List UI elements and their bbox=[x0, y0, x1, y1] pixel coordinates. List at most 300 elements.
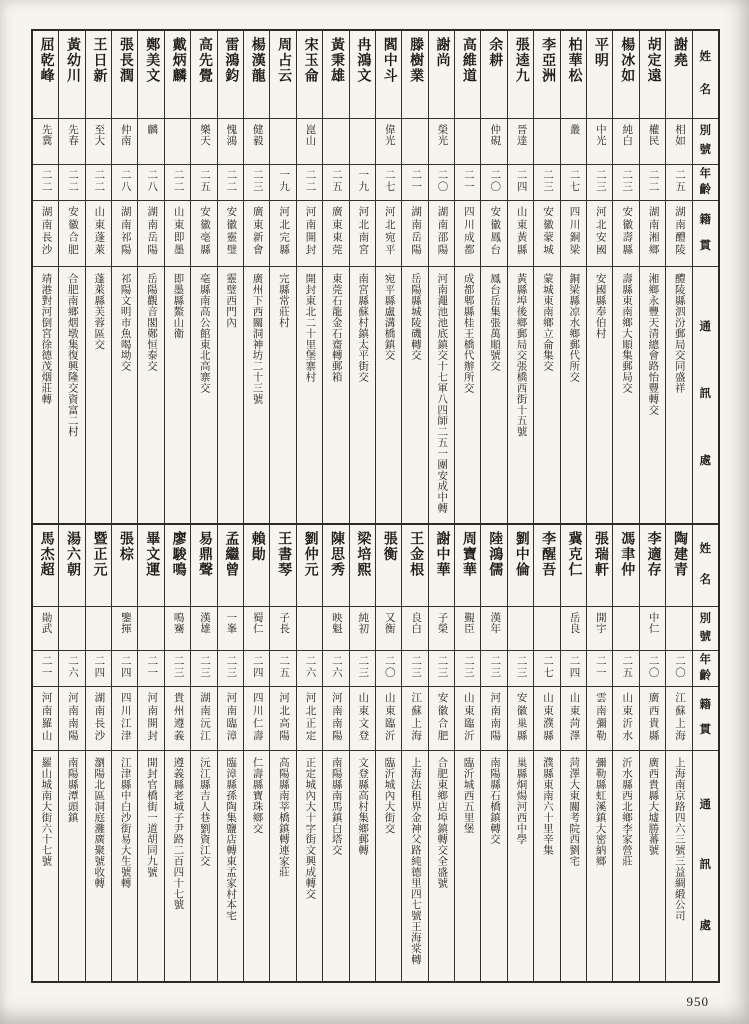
entry-name-cell bbox=[429, 525, 454, 607]
entry-address-cell bbox=[587, 267, 612, 523]
row-header-age-char: 齡 bbox=[699, 669, 712, 682]
entry-column bbox=[507, 525, 533, 981]
entry-address-cell bbox=[481, 751, 506, 981]
entry-name: 賴勛 bbox=[249, 531, 265, 563]
entry-origin: 湖南邵陽 bbox=[436, 206, 448, 257]
entry-name: 馬杰超 bbox=[38, 531, 54, 579]
entry-alias: 又衡 bbox=[383, 612, 395, 634]
entry-address: 蓬萊縣芙蓉區交 bbox=[93, 273, 105, 350]
entry-age-cell bbox=[270, 165, 295, 201]
entry-name-cell bbox=[323, 525, 348, 607]
entry-origin: 貴州遵義 bbox=[172, 692, 184, 743]
entry-name-cell bbox=[138, 31, 163, 119]
entry-origin-cell bbox=[59, 687, 84, 751]
entry-origin-cell bbox=[59, 201, 84, 267]
entry-age: 二八 bbox=[119, 169, 131, 193]
entry-address: 菏澤大東關考院西劉宅 bbox=[568, 757, 580, 867]
entry-address: 靈璧西門內 bbox=[225, 273, 237, 328]
entry-origin-cell bbox=[666, 201, 691, 267]
entry-address-cell bbox=[640, 751, 665, 981]
entry-age: 二〇 bbox=[674, 655, 685, 679]
entry-alias: 叢 bbox=[568, 124, 580, 135]
entry-age: 二〇 bbox=[436, 169, 448, 193]
entry-name-cell bbox=[297, 31, 322, 119]
entry-name: 王書琴 bbox=[276, 531, 292, 579]
entry-column bbox=[454, 31, 480, 523]
entry-age-cell bbox=[429, 165, 454, 201]
entry-origin-cell bbox=[534, 687, 559, 751]
entry-address-cell bbox=[534, 267, 559, 523]
entry-address-cell bbox=[33, 267, 58, 523]
row-header-origin-char: 貫 bbox=[699, 239, 712, 252]
entry-age: 一九 bbox=[278, 169, 290, 193]
entry-name: 畢文運 bbox=[144, 531, 160, 579]
entry-age-cell bbox=[112, 165, 137, 201]
row-header-address-cell bbox=[693, 751, 718, 981]
entry-alias: 權民 bbox=[647, 124, 659, 146]
entry-origin: 山東即墨 bbox=[172, 206, 184, 257]
entry-address-cell bbox=[270, 751, 295, 981]
entry-alias-cell bbox=[350, 119, 375, 165]
entry-alias-cell bbox=[376, 607, 401, 651]
entry-age-cell bbox=[297, 651, 322, 687]
entry-age-cell bbox=[297, 165, 322, 201]
entry-column bbox=[164, 525, 190, 981]
entry-age: 二五 bbox=[330, 169, 342, 193]
entry-age: 二三 bbox=[515, 655, 527, 679]
entry-alias-cell bbox=[666, 607, 691, 651]
entry-address-cell bbox=[297, 751, 322, 981]
entry-address: 完縣常莊村 bbox=[277, 273, 289, 328]
entry-name: 高先覺 bbox=[197, 37, 212, 85]
entry-name-cell bbox=[165, 525, 190, 607]
entry-address-cell bbox=[138, 751, 163, 981]
entry-address: 鳳台岳集張萬順號交 bbox=[489, 273, 501, 372]
entry-age-cell bbox=[86, 165, 111, 201]
entry-origin: 四川仁壽 bbox=[251, 692, 263, 743]
entry-alias-cell bbox=[613, 607, 638, 651]
entry-age: 二七 bbox=[383, 169, 395, 193]
entry-age-cell bbox=[59, 651, 84, 687]
entry-origin: 雲南彌勒 bbox=[594, 692, 606, 743]
entry-alias: 鑒揮 bbox=[119, 612, 131, 634]
entry-column bbox=[612, 525, 638, 981]
entry-address: 羅山城南大街六十七號 bbox=[40, 757, 52, 867]
entry-origin-cell bbox=[191, 201, 216, 267]
entry-column bbox=[217, 31, 243, 523]
entry-address-cell bbox=[402, 751, 427, 981]
entry-address-cell bbox=[640, 267, 665, 523]
entry-address: 沂水縣西北鄉李家營莊 bbox=[621, 757, 632, 867]
entry-address-cell bbox=[244, 267, 269, 523]
entry-address-cell bbox=[481, 267, 506, 523]
entry-column bbox=[269, 525, 295, 981]
entry-origin-cell bbox=[534, 201, 559, 267]
entry-name: 黃幼川 bbox=[65, 37, 81, 85]
entry-address-cell bbox=[613, 267, 638, 523]
entry-alias-cell bbox=[376, 119, 401, 165]
entry-alias-cell bbox=[561, 607, 586, 651]
entry-alias-cell bbox=[112, 607, 137, 651]
entry-column bbox=[349, 525, 375, 981]
entry-address-cell bbox=[112, 267, 137, 523]
entry-origin: 安徽鳳台 bbox=[489, 206, 501, 257]
entry-name: 楊冰如 bbox=[619, 37, 635, 85]
entry-column bbox=[296, 525, 322, 981]
entry-column bbox=[58, 525, 84, 981]
entry-age-cell bbox=[508, 165, 533, 201]
entry-age-cell bbox=[376, 165, 401, 201]
entry-alias: 先冀 bbox=[40, 124, 52, 146]
entry-origin: 山東沂水 bbox=[621, 692, 633, 743]
entry-age-cell bbox=[138, 651, 163, 687]
row-header-age-char: 齡 bbox=[699, 183, 712, 196]
entry-column bbox=[137, 525, 163, 981]
entry-address: 高陽縣南莘橋鎮轉連家莊 bbox=[277, 757, 289, 878]
entry-column bbox=[85, 525, 111, 981]
entry-address: 臨沂城內大街交 bbox=[383, 757, 395, 834]
row-header-age-cell bbox=[693, 651, 718, 687]
row-header-origin-char: 籍 bbox=[699, 699, 712, 712]
entry-origin-cell bbox=[191, 687, 216, 751]
entry-address-cell bbox=[587, 751, 612, 981]
entry-name-cell bbox=[402, 31, 427, 119]
entry-name-cell bbox=[455, 525, 480, 607]
entry-address: 臨沂城西五里堡 bbox=[462, 757, 474, 834]
entry-name: 馮聿仲 bbox=[619, 531, 635, 579]
entry-address-cell bbox=[165, 751, 190, 981]
row-header-alias-char: 別 bbox=[699, 125, 712, 138]
entry-column bbox=[560, 525, 586, 981]
entry-age-cell bbox=[402, 165, 427, 201]
row-header-name-char: 名 bbox=[699, 574, 712, 587]
entry-origin: 河北安國 bbox=[594, 206, 606, 257]
entry-alias-cell bbox=[561, 119, 586, 165]
entry-age: 二一 bbox=[594, 655, 606, 679]
entry-address-cell bbox=[112, 751, 137, 981]
entry-column bbox=[137, 31, 163, 523]
entry-age-cell bbox=[561, 165, 586, 201]
entry-age-cell bbox=[244, 651, 269, 687]
entry-name: 謝中華 bbox=[434, 531, 450, 579]
entry-alias-cell bbox=[508, 119, 533, 165]
entry-age: 二三 bbox=[357, 655, 369, 679]
entry-age-cell bbox=[455, 165, 480, 201]
entry-address: 湘鄉永豐天清總會路怡豐轉交 bbox=[647, 273, 659, 415]
entry-name: 胡定遠 bbox=[645, 37, 661, 85]
entry-origin: 湖南沅江 bbox=[198, 692, 210, 743]
entry-alias-cell bbox=[33, 607, 58, 651]
entry-name: 柏華松 bbox=[566, 37, 582, 85]
entry-name: 王日新 bbox=[91, 37, 107, 85]
entry-alias-cell bbox=[86, 607, 111, 651]
entry-alias-cell bbox=[666, 119, 691, 165]
entry-address-cell bbox=[191, 751, 216, 981]
entry-address: 巢縣烔煬河西中學 bbox=[515, 757, 527, 845]
entry-alias-cell bbox=[244, 119, 269, 165]
entry-address-cell bbox=[244, 751, 269, 981]
entry-address-cell bbox=[86, 751, 111, 981]
entry-name: 孟繼曾 bbox=[223, 531, 239, 579]
entry-address: 江津縣中白沙街易大生號轉 bbox=[119, 757, 131, 889]
entry-age-cell bbox=[165, 165, 190, 201]
entry-age: 二〇 bbox=[647, 655, 659, 679]
entry-address: 臨漳縣孫陶集鹽店轉東孟家村本宅 bbox=[225, 757, 237, 921]
entry-alias-cell bbox=[297, 119, 322, 165]
entry-column bbox=[639, 525, 665, 981]
entry-age: 二二 bbox=[172, 169, 184, 193]
entry-column bbox=[560, 31, 586, 523]
entry-origin: 山東臨沂 bbox=[462, 692, 474, 743]
entry-alias-cell bbox=[481, 119, 506, 165]
entry-alias: 仲硯 bbox=[489, 124, 501, 146]
entry-name-cell bbox=[218, 31, 243, 119]
entry-origin: 廣東東莞 bbox=[330, 206, 342, 257]
entry-alias: 蜀仁 bbox=[251, 612, 263, 634]
entry-origin: 河南南陽 bbox=[489, 692, 501, 743]
entry-address-cell bbox=[561, 751, 586, 981]
entry-name: 陶建青 bbox=[672, 531, 688, 579]
entry-address-cell bbox=[455, 267, 480, 523]
entry-address: 開封東北二十里堡寨村 bbox=[304, 273, 316, 383]
entry-name: 湯六朝 bbox=[65, 531, 81, 579]
entry-age-cell bbox=[613, 651, 638, 687]
entry-alias: 純初 bbox=[357, 612, 369, 634]
entry-origin: 湖南岳陽 bbox=[410, 206, 422, 257]
entry-column bbox=[58, 31, 84, 523]
entry-address: 黃縣埠後鄉郵局交張橋西街十五號 bbox=[515, 273, 527, 437]
entry-origin: 山東濮縣 bbox=[542, 692, 554, 743]
entry-alias: 麟 bbox=[146, 124, 158, 135]
entry-name-cell bbox=[481, 31, 506, 119]
entry-origin-cell bbox=[640, 201, 665, 267]
entry-origin: 安徽巢縣 bbox=[515, 692, 527, 743]
entry-origin-cell bbox=[33, 201, 58, 267]
entry-origin-cell bbox=[165, 201, 190, 267]
entry-origin-cell bbox=[218, 201, 243, 267]
entry-age: 二五 bbox=[674, 169, 685, 193]
entry-age: 二四 bbox=[568, 655, 580, 679]
entry-age: 二三 bbox=[251, 169, 263, 193]
entry-alias-cell bbox=[455, 607, 480, 651]
entry-address-cell bbox=[402, 267, 427, 523]
entry-origin-cell bbox=[297, 687, 322, 751]
entry-name-cell bbox=[587, 31, 612, 119]
entry-address: 彌勒縣虹溪鎮大密納鄉 bbox=[594, 757, 606, 867]
entry-name: 楊漢龍 bbox=[249, 37, 265, 85]
entry-name-cell bbox=[323, 31, 348, 119]
entry-origin-cell bbox=[613, 687, 638, 751]
entry-age: 二二 bbox=[40, 169, 52, 193]
entry-origin: 山東臨沂 bbox=[383, 692, 395, 743]
entry-name: 李醒吾 bbox=[540, 531, 556, 579]
entry-address: 仁壽縣寶珠鄉交 bbox=[251, 757, 263, 834]
row-header-address-char: 通 bbox=[699, 321, 712, 334]
entry-name: 雷鴻鈞 bbox=[223, 37, 239, 85]
entry-column bbox=[296, 31, 322, 523]
entry-name: 張長潤 bbox=[117, 37, 133, 85]
entry-column bbox=[428, 525, 454, 981]
entry-name: 劉仲元 bbox=[302, 531, 318, 579]
entry-age-cell bbox=[666, 165, 691, 201]
entry-age: 二〇 bbox=[383, 655, 395, 679]
entry-age-cell bbox=[59, 165, 84, 201]
entry-address: 宛平縣盧溝橋鎮交 bbox=[383, 273, 395, 361]
entry-origin-cell bbox=[508, 201, 533, 267]
entry-origin-cell bbox=[165, 687, 190, 751]
entry-origin: 湖南岳陽 bbox=[146, 206, 158, 257]
entry-address-cell bbox=[323, 751, 348, 981]
entry-name: 黃秉雄 bbox=[328, 37, 344, 85]
entry-name-cell bbox=[455, 31, 480, 119]
entry-origin: 河北完縣 bbox=[278, 206, 290, 257]
entry-age-cell bbox=[33, 651, 58, 687]
entry-age: 二〇 bbox=[489, 169, 501, 193]
entry-name-cell bbox=[138, 525, 163, 607]
entry-address: 壽縣東南鄉大順集郵局交 bbox=[621, 273, 632, 394]
entry-name: 王金根 bbox=[408, 531, 424, 579]
entry-age: 二六 bbox=[67, 655, 79, 679]
entry-age: 二三 bbox=[462, 655, 474, 679]
entry-origin-cell bbox=[481, 687, 506, 751]
entry-name: 劉中倫 bbox=[513, 531, 529, 579]
entry-address-cell bbox=[323, 267, 348, 523]
entry-name: 屈乾峰 bbox=[38, 37, 54, 85]
entry-address-cell bbox=[59, 267, 84, 523]
row-header-name-cell bbox=[693, 31, 718, 119]
entry-alias-cell bbox=[508, 607, 533, 651]
entry-origin: 河南南陽 bbox=[330, 692, 342, 743]
entry-origin: 山東菏澤 bbox=[568, 692, 580, 743]
row-header-alias-cell bbox=[693, 607, 718, 651]
entry-name: 冉鴻文 bbox=[355, 37, 371, 85]
entry-name-cell bbox=[508, 31, 533, 119]
entry-name-cell bbox=[112, 31, 137, 119]
entry-name-cell bbox=[350, 31, 375, 119]
entry-age: 二三 bbox=[621, 169, 633, 193]
entry-address-cell bbox=[350, 267, 375, 523]
entry-address-cell bbox=[191, 267, 216, 523]
entry-name-cell bbox=[244, 525, 269, 607]
entry-address: 上海法租界金神父路純德里四七號王海棠轉 bbox=[409, 757, 421, 965]
entry-origin: 河北高陽 bbox=[278, 692, 290, 743]
entry-column bbox=[375, 31, 401, 523]
entry-age-cell bbox=[244, 165, 269, 201]
entry-age: 二五 bbox=[198, 169, 210, 193]
entry-alias-cell bbox=[270, 607, 295, 651]
entry-origin-cell bbox=[350, 201, 375, 267]
entry-origin: 山東蓬萊 bbox=[93, 206, 105, 257]
row-header-origin-cell bbox=[693, 687, 718, 751]
entry-origin-cell bbox=[508, 687, 533, 751]
entry-name-cell bbox=[481, 525, 506, 607]
entry-alias-cell bbox=[534, 119, 559, 165]
entry-alias-cell bbox=[59, 607, 84, 651]
entry-name-cell bbox=[376, 31, 401, 119]
entry-name: 易鼎聲 bbox=[197, 531, 212, 579]
entry-name: 陸鴻儒 bbox=[487, 531, 503, 579]
entry-alias-cell bbox=[640, 607, 665, 651]
entry-address: 靖港對河倒宮徐德茂烟莊轉 bbox=[40, 273, 52, 405]
entry-origin-cell bbox=[561, 201, 586, 267]
entry-name-cell bbox=[534, 525, 559, 607]
entry-origin: 湖南湘鄉 bbox=[647, 206, 659, 257]
entry-origin-cell bbox=[138, 687, 163, 751]
entry-name: 廖駿鳴 bbox=[170, 531, 186, 579]
directory-band-top bbox=[33, 31, 718, 525]
entry-alias-cell bbox=[402, 119, 427, 165]
entry-age-cell bbox=[481, 165, 506, 201]
entry-column bbox=[190, 525, 216, 981]
entry-column bbox=[111, 31, 137, 523]
entry-origin-cell bbox=[350, 687, 375, 751]
entry-address-cell bbox=[455, 751, 480, 981]
entry-address-cell bbox=[59, 751, 84, 981]
entry-origin-cell bbox=[402, 201, 427, 267]
row-header-alias-char: 號 bbox=[699, 144, 712, 157]
entry-column bbox=[85, 31, 111, 523]
row-header-name-char: 名 bbox=[699, 84, 712, 97]
entry-origin: 江蘇上海 bbox=[410, 692, 422, 743]
entry-alias: 仲南 bbox=[119, 124, 131, 146]
entry-alias: 一峯 bbox=[225, 612, 237, 634]
entry-origin: 江蘇上海 bbox=[674, 692, 685, 743]
entry-address-cell bbox=[508, 267, 533, 523]
entry-origin: 河北宛平 bbox=[383, 206, 395, 257]
entry-age: 二六 bbox=[330, 655, 342, 679]
entry-origin-cell bbox=[429, 201, 454, 267]
entry-age-cell bbox=[587, 651, 612, 687]
entry-name-cell bbox=[508, 525, 533, 607]
entry-origin-cell bbox=[244, 687, 269, 751]
row-header-column bbox=[692, 31, 718, 523]
entry-column bbox=[243, 525, 269, 981]
entry-origin: 湖南祁陽 bbox=[119, 206, 131, 257]
entry-origin: 安徽合肥 bbox=[67, 206, 79, 257]
row-header-origin-char: 貫 bbox=[699, 724, 712, 737]
entry-origin-cell bbox=[138, 201, 163, 267]
entry-address: 亳縣南高公館東北高寨交 bbox=[198, 273, 210, 394]
entry-age: 二五 bbox=[621, 655, 633, 679]
entry-age-cell bbox=[481, 651, 506, 687]
entry-alias-cell bbox=[323, 119, 348, 165]
entry-name-cell bbox=[376, 525, 401, 607]
entry-name: 陳思秀 bbox=[328, 531, 344, 579]
entry-name: 平明 bbox=[592, 37, 608, 69]
page-number: 950 bbox=[686, 994, 709, 1009]
entry-address: 河南澠池池底鎮交十七軍八四師二五一團安成中轉 bbox=[436, 273, 448, 514]
entry-age: 二三 bbox=[198, 655, 210, 679]
entry-name: 周占云 bbox=[276, 37, 292, 85]
entry-name: 宋玉侖 bbox=[302, 37, 318, 85]
entry-origin-cell bbox=[323, 201, 348, 267]
entry-column bbox=[665, 31, 691, 523]
entry-name: 梁培熙 bbox=[355, 531, 371, 579]
entry-address: 南陽縣潭頭鎮 bbox=[66, 757, 78, 823]
entry-origin: 湖南醴陵 bbox=[674, 206, 685, 257]
entry-column bbox=[349, 31, 375, 523]
row-header-name-char: 姓 bbox=[699, 51, 712, 64]
entry-alias: 偉光 bbox=[383, 124, 395, 146]
entry-origin: 安徽蒙城 bbox=[542, 206, 554, 257]
row-header-origin-cell bbox=[693, 201, 718, 267]
entry-column bbox=[217, 525, 243, 981]
entry-age-cell bbox=[402, 651, 427, 687]
entry-column bbox=[533, 525, 559, 981]
row-header-address-char: 訊 bbox=[699, 859, 712, 872]
entry-origin: 廣東新會 bbox=[251, 206, 263, 257]
entry-origin-cell bbox=[666, 687, 691, 751]
